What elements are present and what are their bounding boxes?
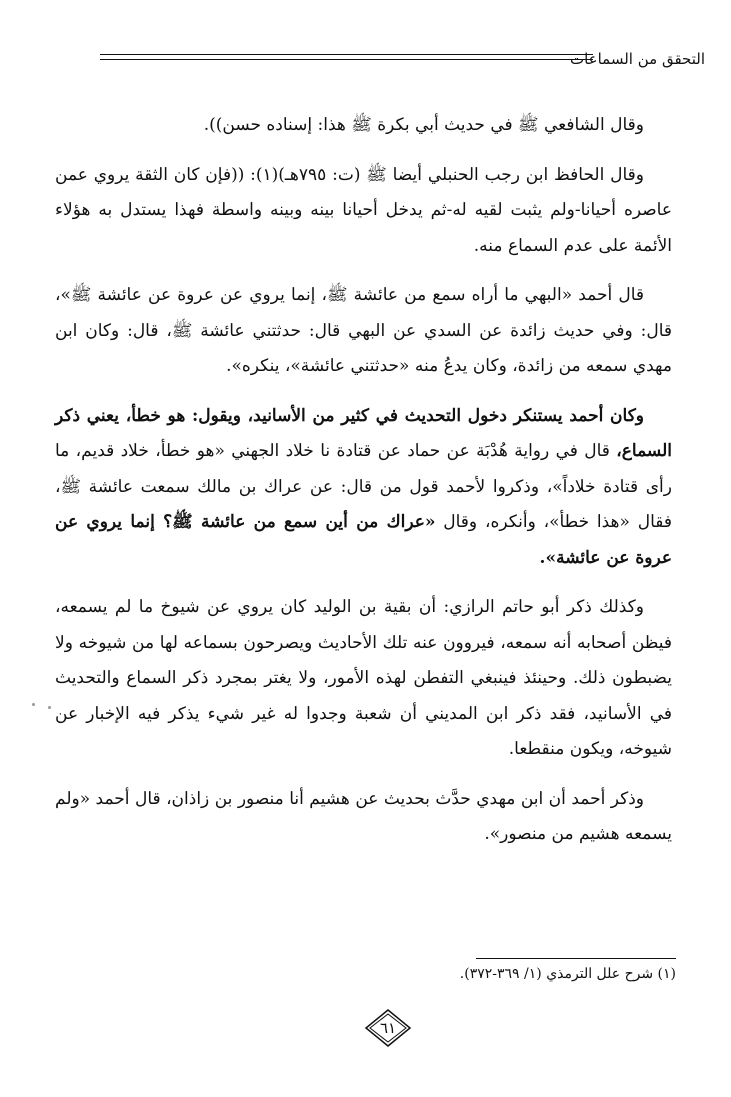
header-rule	[100, 54, 593, 64]
page-number: ٦١	[379, 1019, 397, 1037]
paragraph-6: وذكر أحمد أن ابن مهدي حدَّث بحديث عن هشيم أنا منصور بن زاذان، قال أحمد «ولم يسمعه هشيم من منصور».	[55, 788, 672, 844]
margin-speck	[48, 706, 51, 709]
paragraph-2: وقال الحافظ ابن رجب الحنبلي أيضا ﷺ (ت: ٧٩٥هـ)(١): ((فإن كان الثقة يروي عمن عاصره أحيانا-ولم يثبت لقيه له-ثم يدخل أحيانا بينه وبينه واسطة فهذا يستدل به هؤلاء الأئمة على عدم السماع منه.	[55, 164, 672, 256]
footnote: (١) شرح علل الترمذي (١/ ٣٦٩-٣٧٢).	[459, 966, 676, 982]
paragraph-1: وقال الشافعي ﷺ في حديث أبي بكرة ﷺ هذا: إسناده حسن)).	[203, 115, 644, 135]
header-title: التحقق من السماعات	[569, 50, 705, 68]
paragraph-4-middle: قال في رواية هُدْبَة عن حماد عن قتادة نا خلاد الجهني «هو خطأ، خلاد قديم، ما رأى قتادة خلاداً»، وذكروا لأحمد قول من قال: عن عراك بن مالك سمعت عائشة ﷺ، فقال «هذا خطأ»، وأنكره، وقال	[55, 441, 672, 532]
running-header	[100, 48, 705, 74]
paragraph-4-bold-start: وكان أحمد يستنكر دخول التحديث في كثير من الأسانيد، ويقول: هو خطأ، يعني ذكر السماع،	[55, 405, 672, 461]
body-text	[55, 108, 672, 867]
paragraph-4	[55, 399, 672, 577]
page-number-ornament	[362, 1008, 414, 1048]
paragraph-3: قال أحمد «البهي ما أراه سمع من عائشة ﷺ، إنما يروي عن عروة عن عائشة ﷺ»، قال: وفي حديث زائدة عن السدي عن البهي قال: حدثتني عائشة ﷺ، قال: وكان ابن مهدي سمعه من زائدة، وكان يدعُ منه «حدثتني عائشة»، ينكره».	[55, 285, 672, 376]
margin-speck	[32, 703, 35, 706]
paragraph-5: وكذلك ذكر أبو حاتم الرازي: أن بقية بن الوليد كان يروي عن شيوخ ما لم يسمعه، فيظن أصحابه أنه سمعه، فيروون عنه تلك الأحاديث ويصرحون بسماعه لها من شيوخه ولا يضبطون ذلك. وحينئذ فينبغي التفطن لهذه الأمور، ولا يغتر بمجرد ذكر السماع والتحديث في الأسانيد، فقد ذكر ابن المديني أن شعبة وجدوا له غير شيء يذكر فيه الإخبار عن شيوخه، ويكون منقطعا.	[55, 597, 672, 759]
paragraph-4-bold-end: «عراك من أين سمع من عائشة ﷺ؟ إنما يروي عن عروة عن عائشة».	[55, 512, 672, 568]
footnote-separator	[476, 958, 676, 959]
